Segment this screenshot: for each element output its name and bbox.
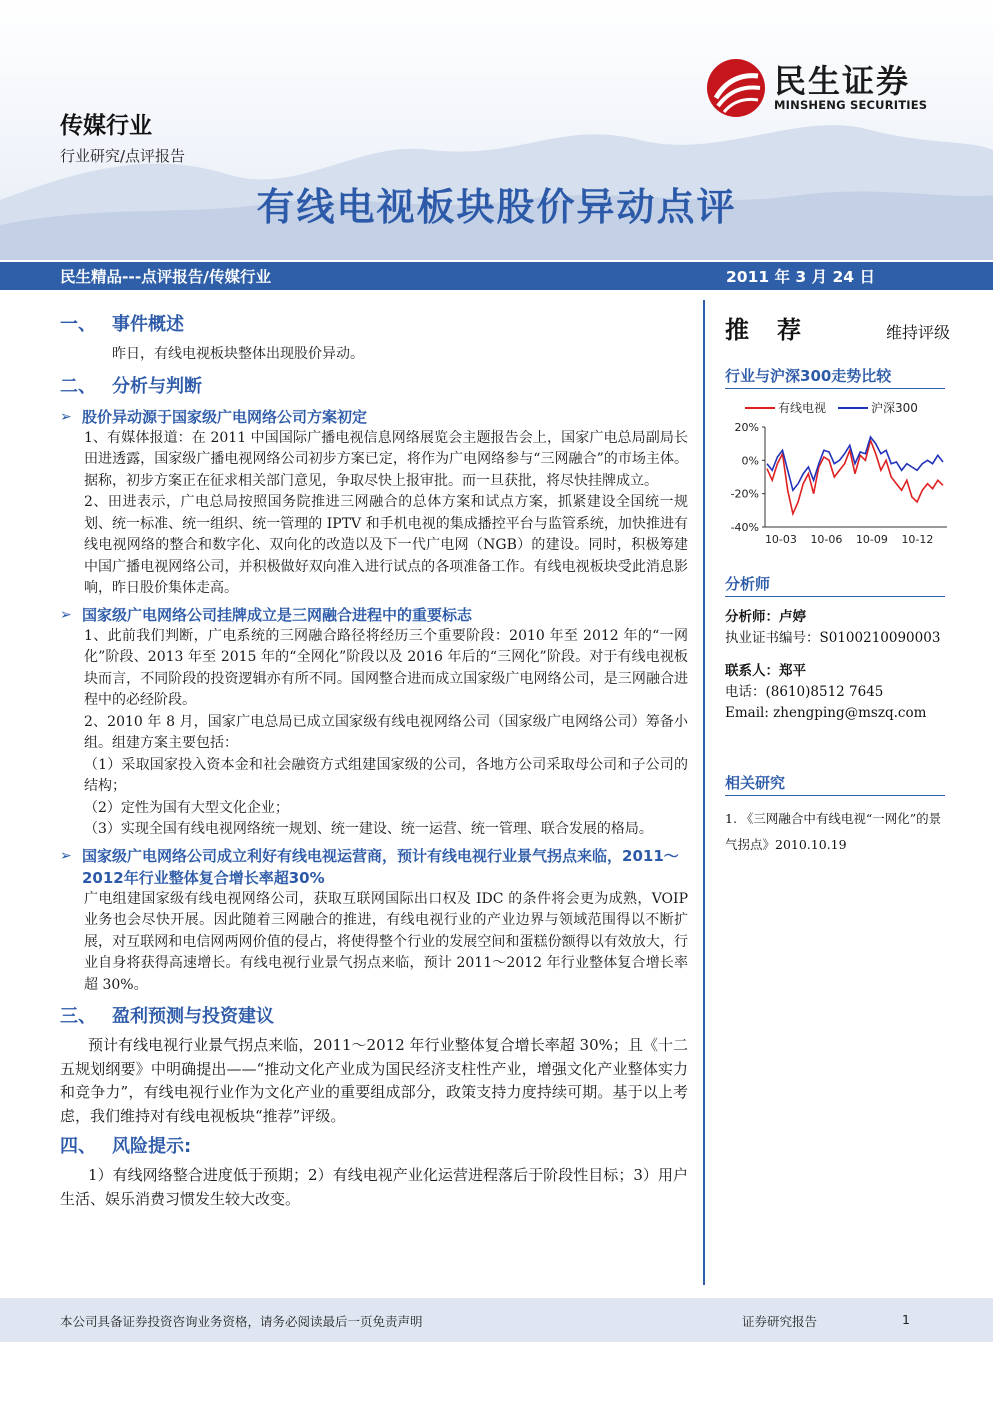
rating-block bbox=[725, 310, 950, 345]
series-line-0 bbox=[767, 440, 943, 513]
chart-legend bbox=[745, 399, 918, 416]
contact-email[interactable]: Email: zhengping@mszq.com bbox=[725, 705, 927, 721]
sidebar bbox=[725, 310, 950, 858]
paragraph: 1、此前我们判断，广电系统的三网融合路径将经历三个重要阶段：2010 年至 2012 年的“一网化”阶段、2013 年至 2015 年的“全网化”阶段以及 2016 年后的“三网化”阶段。对于有线电视板块而言，不同阶段的投资逻辑亦有所不同。国网整合进而成立国家级广电网络公司，是三网融合进程中的必经阶段。 bbox=[84, 627, 688, 708]
arrow-bullet-icon: ➢ bbox=[60, 606, 72, 623]
chart-plot bbox=[725, 417, 950, 567]
related-research-item[interactable]: 1. 《三网融合中有线电视“一网化”的景气拐点》2010.10.19 bbox=[725, 811, 942, 852]
analyst-name bbox=[725, 607, 950, 628]
logo-text-cn: 民生证券 bbox=[774, 62, 911, 100]
legend-item bbox=[745, 399, 826, 416]
section-title: 风险提示: bbox=[112, 1136, 192, 1157]
x-tick-label: 10-12 bbox=[901, 533, 934, 546]
page-number: 1 bbox=[902, 1312, 910, 1327]
analyst-line: 分析师：卢婷 bbox=[725, 609, 806, 625]
x-tick-label: 10-09 bbox=[855, 533, 888, 546]
paragraph: 广电组建国家级有线电视网络公司，获取互联网国际出口权及 IDC 的条件将会更为成熟，VOIP 业务也会尽快开展。因此随着三网融合的推进，有线电视行业的产业边界与领域范围得以不断扩展，对互联网和电信网两网价值的侵占，将使得整个行业的发展空间和蛋糕份额得以有效放大，行业自身将获得高速增长。有线电视行业景气拐点来临，预计 2011～2012 年行业整体复合增长率超 30%。 bbox=[84, 890, 688, 993]
paragraph: 1）有线网络整合进度低于预期；2）有线电视产业化运营进程落后于阶段性目标；3）用户生活、娱乐消费习惯发生较大改变。 bbox=[60, 1166, 688, 1208]
rating-note: 维持评级 bbox=[885, 323, 950, 342]
footer-doc-type: 证券研究报告 bbox=[742, 1314, 818, 1329]
paragraph: 昨日，有线电视板块整体出现股价异动。 bbox=[112, 346, 364, 362]
legend-label: 沪深300 bbox=[871, 401, 918, 415]
x-tick-label: 10-06 bbox=[810, 533, 843, 546]
arrow-bullet-icon: ➢ bbox=[60, 408, 72, 425]
minsheng-emblem-icon bbox=[706, 58, 766, 118]
legend-swatch-red bbox=[745, 407, 775, 409]
paragraph: （3）实现全国有线电视网络统一规划、统一建设、统一运营、统一管理、联合发展的格局。 bbox=[84, 821, 653, 837]
y-tick-label: 0% bbox=[741, 454, 759, 468]
report-date: 2011 年 3 月 24 日 bbox=[726, 268, 875, 286]
y-tick-label: -40% bbox=[730, 521, 759, 534]
section-title: 分析与判断 bbox=[112, 375, 202, 397]
footer-disclaimer: 本公司具备证券投资咨询业务资格，请务必阅读最后一页免责声明 bbox=[60, 1314, 423, 1329]
section-title: 盈利预测与投资建议 bbox=[112, 1006, 274, 1027]
paragraph: （2）定性为国有大型文化企业； bbox=[84, 799, 289, 816]
subsection-title: 股价异动源于国家级广电网络公司方案初定 bbox=[82, 407, 368, 426]
report-type: 行业研究/点评报告 bbox=[60, 147, 186, 165]
paragraph: 1、有媒体报道：在 2011 中国国际广播电视信息网络展览会主题报告会上，国家广电总局副局长田进透露，国家级广播电视网络公司初步方案已定，将作为广电网络参与“三网融合”的市场主体。据称，初步方案正在征求相关部门意见，争取尽快上报审批。而一旦获批，将尽快挂牌成立。 bbox=[84, 429, 688, 489]
brand-logo bbox=[706, 56, 936, 120]
subsection-heading bbox=[60, 604, 688, 626]
section-number: 一、 bbox=[60, 314, 96, 335]
column-divider bbox=[703, 300, 705, 1285]
paragraph: 预计有线电视行业景气拐点来临，2011～2012 年行业整体复合增长率超 30%；且《十二五规划纲要》中明确提出——“推动文化产业成为国民经济支柱性产业，增强文化产业整体实力和竞争力”，有线电视行业作为文化产业的重要组成部分，政策支持力度持续可期。基于以上考虑，我们维持对有线电视板块“推荐”评级。 bbox=[60, 1036, 688, 1125]
industry-name: 传媒行业 bbox=[60, 113, 152, 139]
section-number: 二、 bbox=[60, 375, 96, 397]
trend-chart bbox=[725, 399, 950, 559]
section-heading bbox=[60, 312, 688, 338]
x-tick-label: 10-03 bbox=[764, 533, 797, 546]
y-tick-label: 20% bbox=[734, 421, 759, 434]
series-line-1 bbox=[767, 437, 943, 490]
rating-label: 推荐 bbox=[725, 316, 829, 344]
chart-heading: 行业与沪深300走势比较 bbox=[725, 365, 945, 389]
subsection-title: 国家级广电网络公司成立利好有线电视运营商，预计有线电视行业景气拐点来临，2011～2012年行业整体复合增长率超30% bbox=[82, 846, 679, 887]
logo-text-en: MINSHENG SECURITIES bbox=[774, 98, 928, 112]
legend-label: 有线电视 bbox=[778, 401, 827, 415]
footer bbox=[0, 1298, 993, 1342]
section-title: 事件概述 bbox=[112, 314, 184, 335]
contact-line: 联系人：郑平 bbox=[725, 663, 806, 679]
section-number: 四、 bbox=[60, 1136, 96, 1157]
paragraph: （1）采取国家投入资本金和社会融资方式组建国家级的公司，各地方公司采取母公司和子公司的结构； bbox=[84, 756, 688, 794]
analyst-heading: 分析师 bbox=[725, 573, 945, 597]
section-heading bbox=[60, 1134, 688, 1160]
section-number: 三、 bbox=[60, 1006, 96, 1027]
paragraph: 2、2010 年 8 月，国家广电总局已成立国家级有线电视网络公司（国家级广电网络公司）筹备小组。组建方案主要包括： bbox=[84, 713, 688, 751]
subsection-heading bbox=[60, 845, 688, 889]
legend-swatch-blue bbox=[838, 407, 868, 409]
arrow-bullet-icon: ➢ bbox=[60, 847, 72, 864]
section-heading bbox=[60, 1004, 688, 1030]
paragraph: 2、田进表示，广电总局按照国务院推进三网融合的总体方案和试点方案，抓紧建设全国统一规划、统一标准、统一组织、统一管理的 IPTV 和手机电视的集成播控平台与监管系统，加快推进有线电视网络的整合和数字化、双向化的改造以及下一代广电网（NGB）的建设。同时，积极筹建中国广播电视网络公司，并积极做好双向准入进行试点的各项准备工作。有线电视板块受此消息影响，昨日股价集体走高。 bbox=[84, 494, 688, 596]
page-title: 有线电视板块股价异动点评 bbox=[256, 185, 737, 229]
banner-series-label: 民生精品---点评报告/传媒行业 bbox=[60, 268, 271, 286]
subsection-heading bbox=[60, 406, 688, 428]
section-heading bbox=[60, 374, 688, 400]
contact-phone: 电话：(8610)8512 7645 bbox=[725, 684, 884, 700]
legend-item bbox=[838, 399, 918, 416]
subsection-title: 国家级广电网络公司挂牌成立是三网融合进程中的重要标志 bbox=[82, 605, 473, 624]
header-banner bbox=[0, 262, 993, 290]
certificate-number: 执业证书编号：S0100210090003 bbox=[725, 630, 941, 646]
contact-name bbox=[725, 661, 950, 682]
related-research-heading: 相关研究 bbox=[725, 772, 945, 796]
main-content bbox=[60, 312, 688, 1211]
y-tick-label: -20% bbox=[730, 487, 759, 501]
